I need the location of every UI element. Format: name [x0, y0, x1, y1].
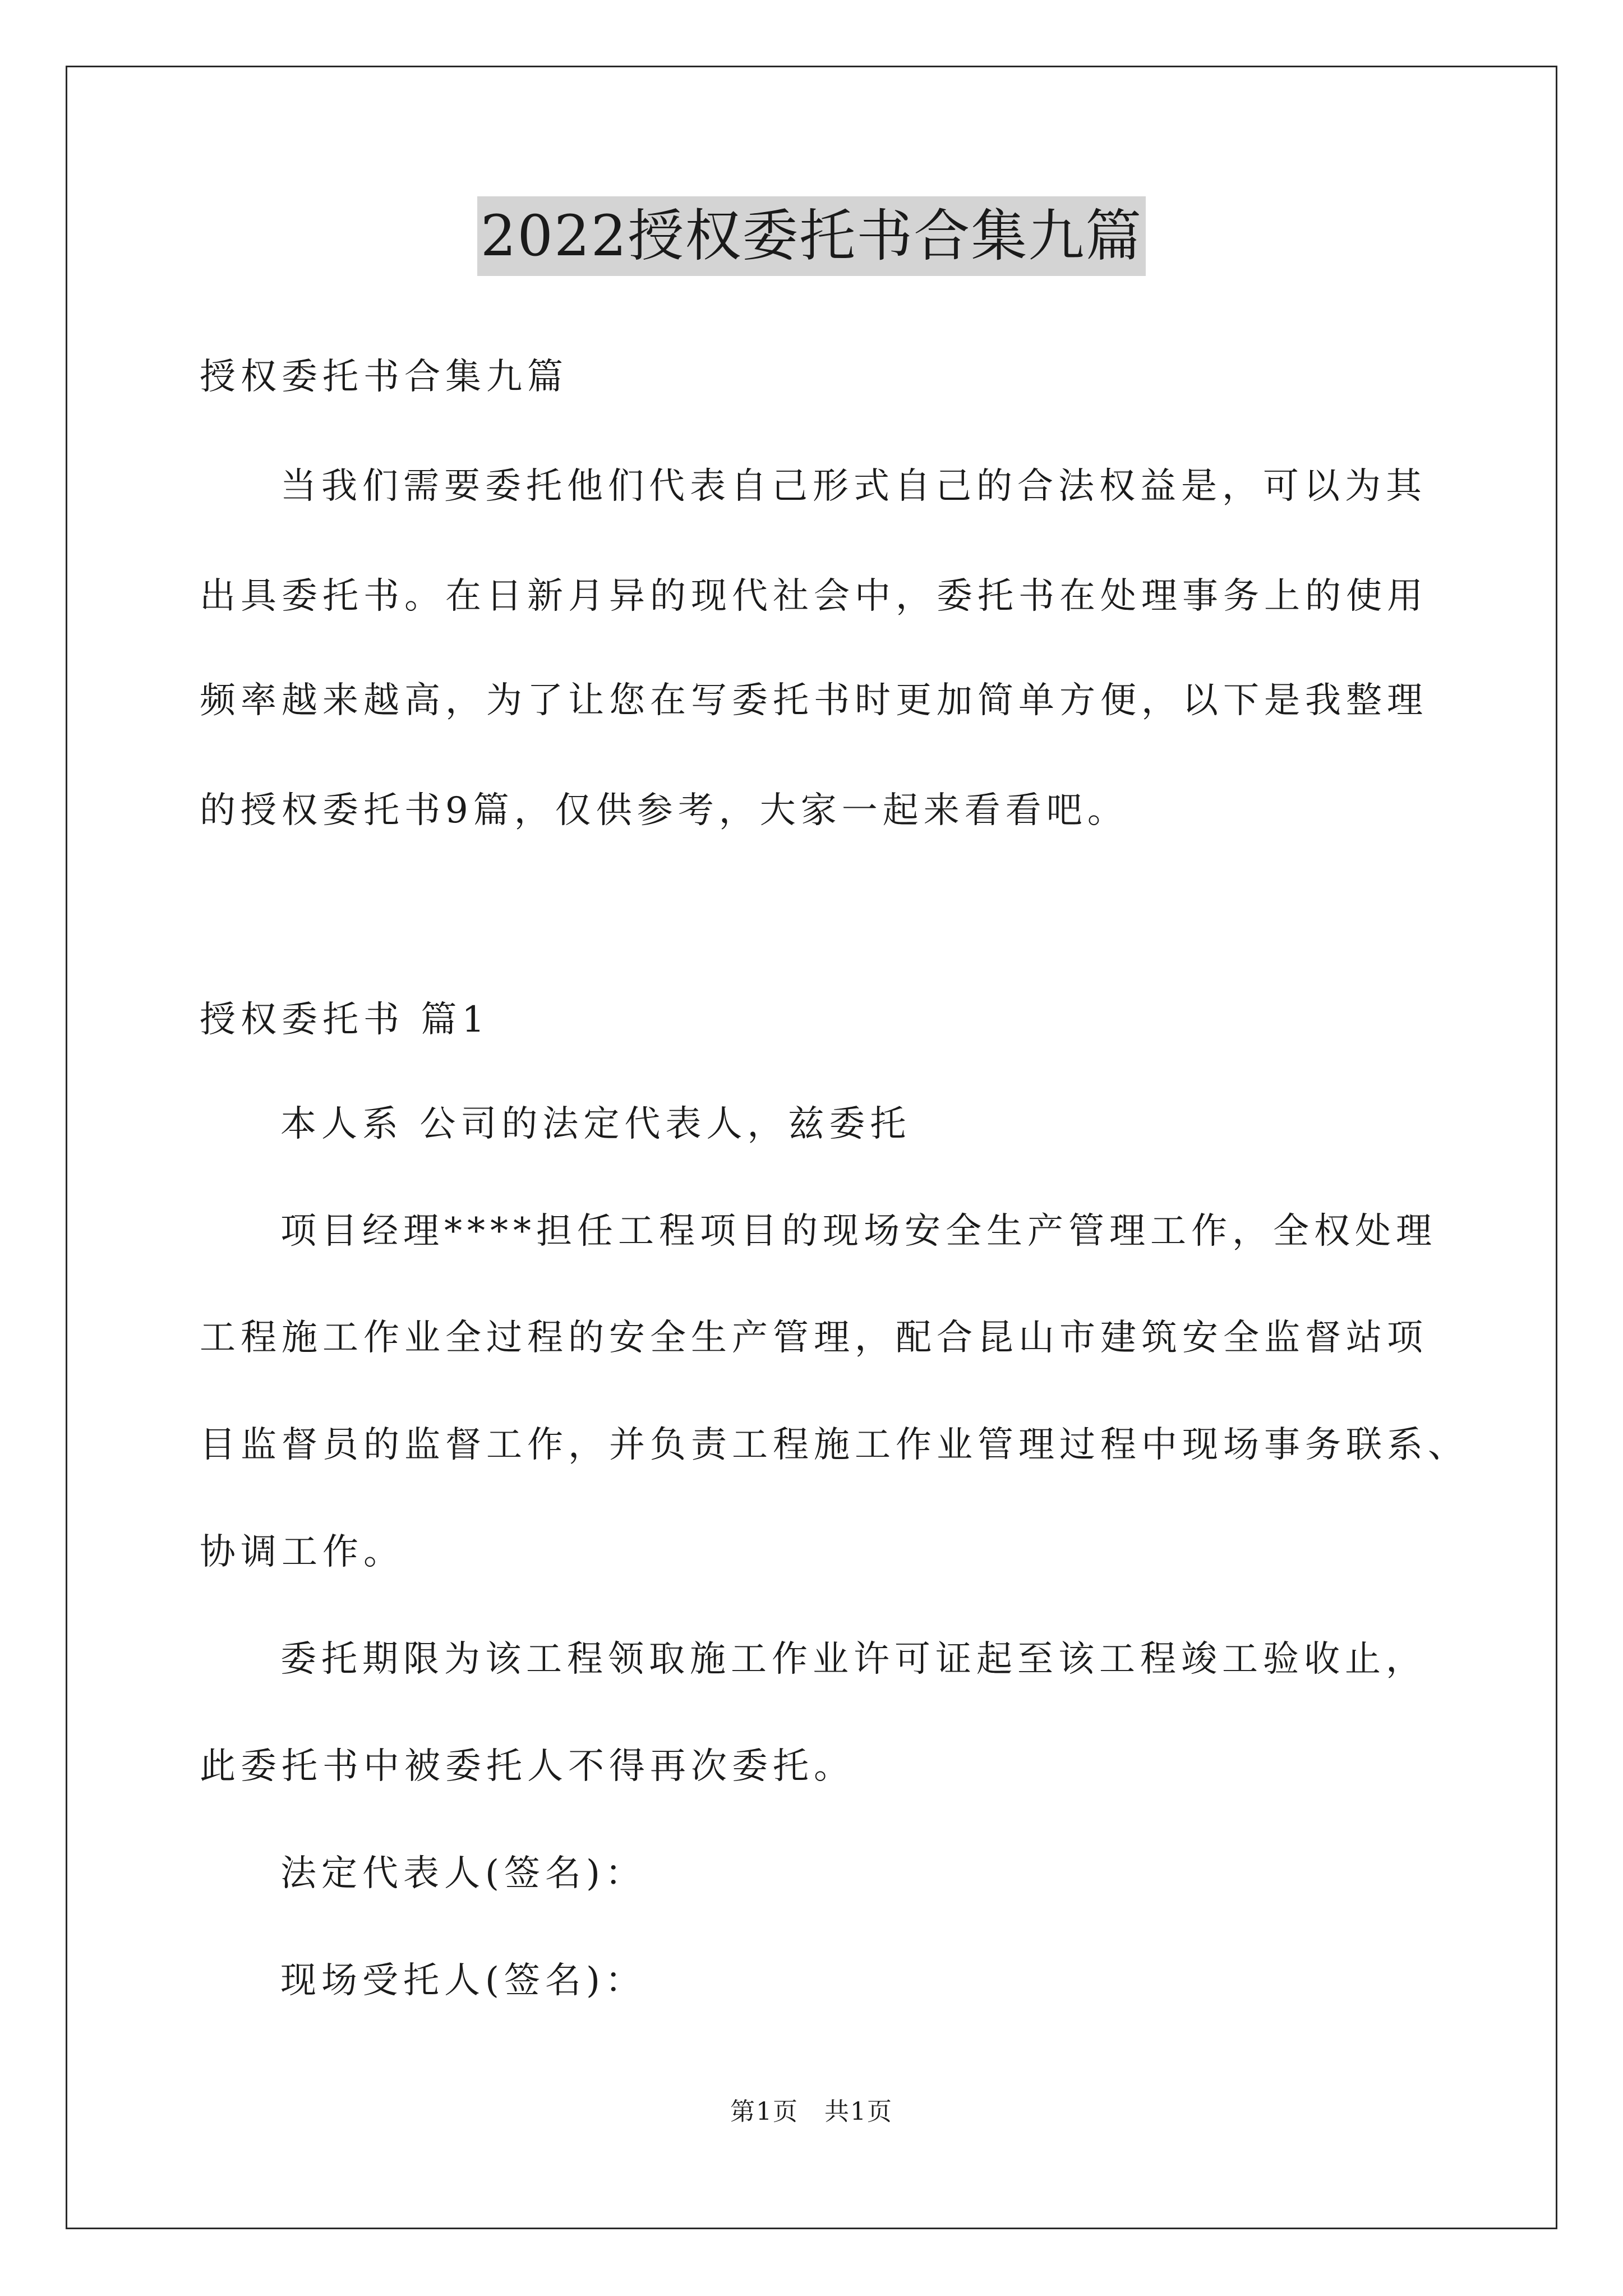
document-title: 2022授权委托书合集九篇	[477, 196, 1146, 276]
paragraph-line: 此委托书中被委托人不得再次委托。	[200, 1746, 855, 1787]
paragraph-line: 协调工作。	[200, 1531, 404, 1573]
signature-line-legal-rep: 法定代表人(签名)：	[280, 1853, 646, 1894]
title-container	[0, 196, 1623, 276]
paragraph-line: 委托期限为该工程领取施工作业许可证起至该工程竣工验收止，	[280, 1639, 1427, 1680]
paragraph-line: 目监督员的监督工作，并负责工程施工作业管理过程中现场事务联系、	[200, 1424, 1469, 1466]
paragraph-line: 项目经理****担任工程项目的现场安全生产管理工作，全权处理	[280, 1211, 1437, 1252]
document-subtitle: 授权委托书合集九篇	[200, 356, 568, 398]
page-footer: 第1页 共1页	[730, 2097, 893, 2126]
paragraph-line: 工程施工作业全过程的安全生产管理，配合昆山市建筑安全监督站项	[200, 1317, 1428, 1359]
intro-line: 的授权委托书9篇，仅供参考，大家一起来看看吧。	[200, 790, 1128, 831]
intro-line: 频率越来越高，为了让您在写委托书时更加简单方便，以下是我整理	[200, 680, 1428, 721]
paragraph-line: 本人系 公司的法定代表人，兹委托	[280, 1103, 911, 1145]
intro-line: 出具委托书。在日新月异的现代社会中，委托书在处理事务上的使用	[200, 576, 1428, 617]
section-heading: 授权委托书 篇1	[200, 999, 490, 1041]
intro-line: 当我们需要委托他们代表自己形式自己的合法权益是，可以为其	[280, 466, 1427, 507]
signature-line-agent: 现场受托人(签名)：	[280, 1960, 646, 2001]
